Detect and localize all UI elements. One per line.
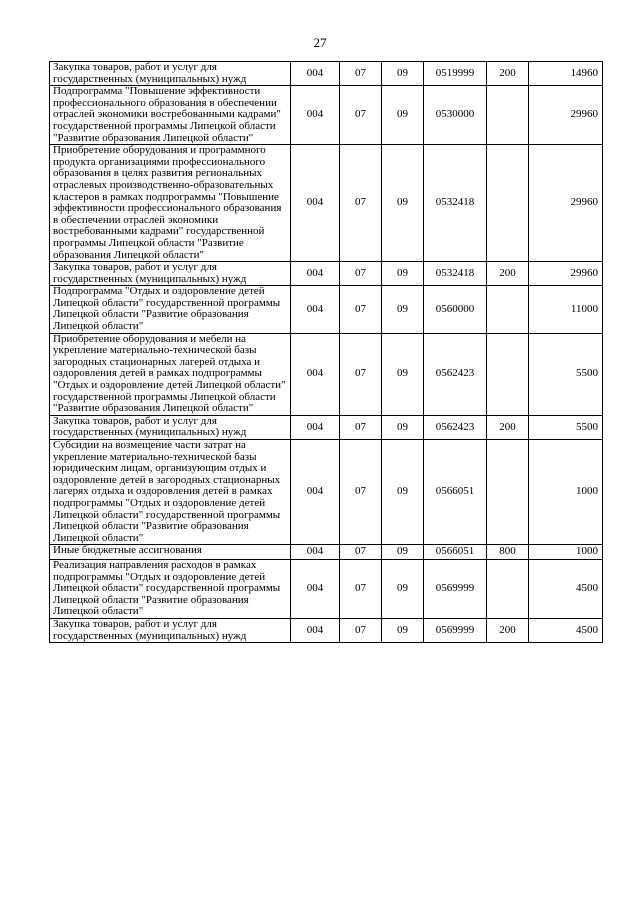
expense-type-code: 800	[487, 545, 529, 560]
section-code: 07	[340, 559, 382, 618]
target-article-code: 0560000	[424, 286, 487, 333]
row-description: Субсидии на возмещение части затрат на укрепление материально-технической базы юридическим лицам, организующим отдых и оздоровление детей в загородных стационарных лагерях отдыха и оздоровления детей в рамках подпрограммы "Отдых и оздоровление детей Липецкой области" государственной программы Липецкой области "Развитие образования Липецкой области"	[50, 440, 291, 545]
subsection-code: 09	[382, 415, 424, 439]
expense-type-code: 200	[487, 618, 529, 642]
expense-type-code	[487, 286, 529, 333]
table-row	[50, 145, 603, 262]
expense-type-code	[487, 333, 529, 415]
subsection-code: 09	[382, 333, 424, 415]
section-code: 07	[340, 62, 382, 86]
subsection-code: 09	[382, 618, 424, 642]
ministry-code: 004	[291, 145, 340, 262]
amount: 5500	[529, 333, 603, 415]
row-description: Закупка товаров, работ и услуг для государственных (муниципальных) нужд	[50, 618, 291, 642]
subsection-code: 09	[382, 86, 424, 145]
subsection-code: 09	[382, 559, 424, 618]
amount: 29960	[529, 86, 603, 145]
table-row	[50, 545, 603, 560]
expense-type-code: 200	[487, 415, 529, 439]
row-description: Приобретение оборудования и программного продукта организациями профессионального образования в целях развития региональных отраслевых производственно-образовательных кластеров в рамках подпрограммы "Повышение эффективности профессионального образования в обеспечении отраслей экономики востребованными кадрами" государственной программы Липецкой области "Развитие образования Липецкой области"	[50, 145, 291, 262]
amount: 4500	[529, 618, 603, 642]
expense-type-code	[487, 440, 529, 545]
table-row	[50, 286, 603, 333]
amount: 11000	[529, 286, 603, 333]
ministry-code: 004	[291, 559, 340, 618]
section-code: 07	[340, 440, 382, 545]
ministry-code: 004	[291, 62, 340, 86]
row-description: Иные бюджетные ассигнования	[50, 545, 291, 560]
table-row	[50, 62, 603, 86]
page-number: 27	[313, 35, 327, 50]
expense-type-code: 200	[487, 262, 529, 286]
budget-table-body	[50, 62, 603, 643]
row-description: Подпрограмма "Повышение эффективности профессионального образования в обеспечении отраслей экономики востребованными кадрами" государственной программы Липецкой области "Развитие образования Липецкой области"	[50, 86, 291, 145]
row-description: Закупка товаров, работ и услуг для государственных (муниципальных) нужд	[50, 415, 291, 439]
target-article-code: 0532418	[424, 262, 487, 286]
ministry-code: 004	[291, 262, 340, 286]
row-description: Подпрограмма "Отдых и оздоровление детей Липецкой области" государственной программы Липецкой области "Развитие образования Липецкой области"	[50, 286, 291, 333]
target-article-code: 0566051	[424, 545, 487, 560]
subsection-code: 09	[382, 440, 424, 545]
ministry-code: 004	[291, 545, 340, 560]
ministry-code: 004	[291, 333, 340, 415]
target-article-code: 0562423	[424, 333, 487, 415]
expense-type-code	[487, 86, 529, 145]
target-article-code: 0562423	[424, 415, 487, 439]
expense-type-code: 200	[487, 62, 529, 86]
section-code: 07	[340, 545, 382, 560]
subsection-code: 09	[382, 545, 424, 560]
section-code: 07	[340, 86, 382, 145]
ministry-code: 004	[291, 618, 340, 642]
subsection-code: 09	[382, 286, 424, 333]
section-code: 07	[340, 145, 382, 262]
section-code: 07	[340, 415, 382, 439]
subsection-code: 09	[382, 145, 424, 262]
target-article-code: 0569999	[424, 559, 487, 618]
ministry-code: 004	[291, 286, 340, 333]
amount: 1000	[529, 545, 603, 560]
table-row	[50, 333, 603, 415]
row-description: Закупка товаров, работ и услуг для государственных (муниципальных) нужд	[50, 262, 291, 286]
amount: 14960	[529, 62, 603, 86]
row-description: Закупка товаров, работ и услуг для государственных (муниципальных) нужд	[50, 62, 291, 86]
subsection-code: 09	[382, 262, 424, 286]
target-article-code: 0566051	[424, 440, 487, 545]
section-code: 07	[340, 333, 382, 415]
subsection-code: 09	[382, 62, 424, 86]
ministry-code: 004	[291, 86, 340, 145]
target-article-code: 0519999	[424, 62, 487, 86]
amount: 1000	[529, 440, 603, 545]
budget-table	[49, 61, 603, 643]
target-article-code: 0532418	[424, 145, 487, 262]
expense-type-code	[487, 145, 529, 262]
ministry-code: 004	[291, 440, 340, 545]
amount: 4500	[529, 559, 603, 618]
target-article-code: 0569999	[424, 618, 487, 642]
expense-type-code	[487, 559, 529, 618]
table-row	[50, 559, 603, 618]
amount: 29960	[529, 145, 603, 262]
ministry-code: 004	[291, 415, 340, 439]
target-article-code: 0530000	[424, 86, 487, 145]
row-description: Приобретение оборудования и мебели на укрепление материально-технической базы загородных стационарных лагерей отдыха и оздоровления детей в рамках подпрограммы "Отдых и оздоровление детей Липецкой области" государственной программы Липецкой области "Развитие образования Липецкой области"	[50, 333, 291, 415]
amount: 29960	[529, 262, 603, 286]
table-row	[50, 440, 603, 545]
row-description: Реализация направления расходов в рамках подпрограммы "Отдых и оздоровление детей Липецкой области" государственной программы Липецкой области "Развитие образования Липецкой области"	[50, 559, 291, 618]
table-row	[50, 415, 603, 439]
table-row	[50, 262, 603, 286]
section-code: 07	[340, 286, 382, 333]
table-row	[50, 86, 603, 145]
amount: 5500	[529, 415, 603, 439]
section-code: 07	[340, 618, 382, 642]
table-row	[50, 618, 603, 642]
section-code: 07	[340, 262, 382, 286]
